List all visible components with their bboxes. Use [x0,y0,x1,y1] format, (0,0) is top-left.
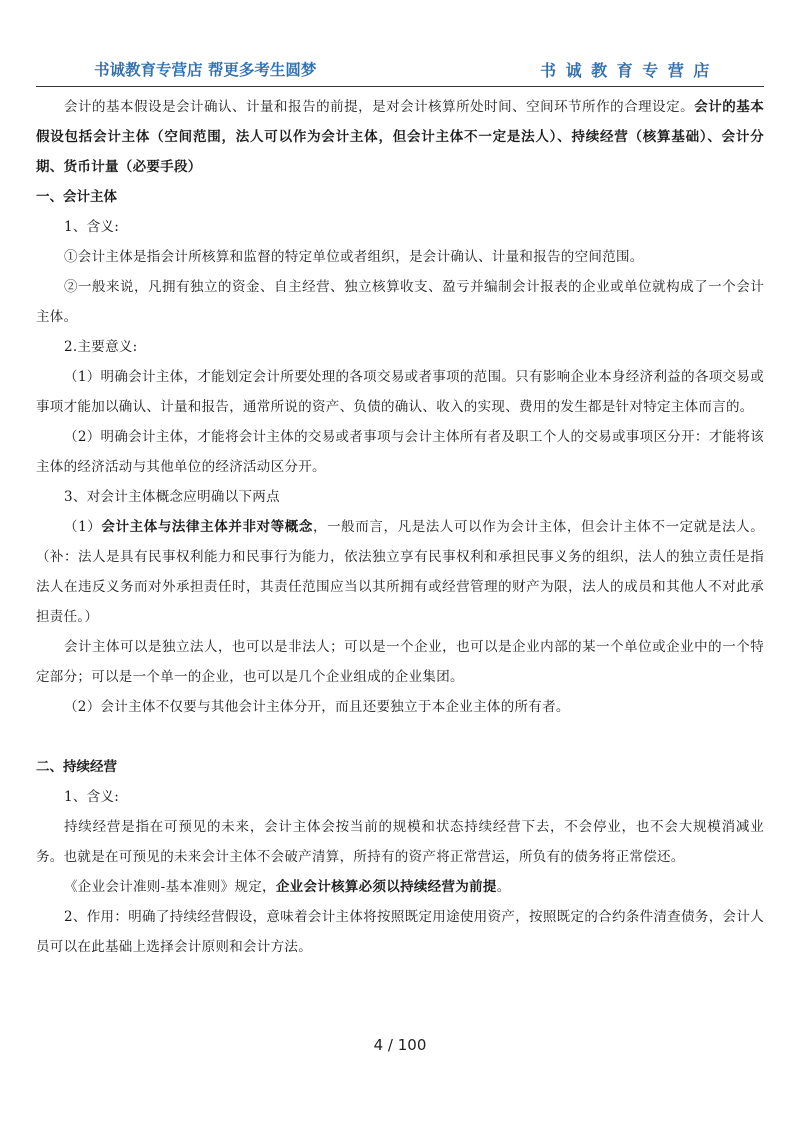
meaning-item-1: ①会计主体是指会计所核算和监督的特定单位或者组织，是会计确认、计量和报告的空间范围。 [64,249,644,265]
points-label: 3、对会计主体概念应明确以下两点 [64,489,280,505]
point-1-prefix: （1） [64,519,102,535]
point-1-extra: 会计主体可以是独立法人，也可以是非法人；可以是一个企业，也可以是企业内部的某一个单位或企业中的一个特定部分；可以是一个单一的企业，也可以是几个企业组成的企业集团。 [36,639,764,685]
intro-paragraph [36,92,764,182]
significance-item-1: （1）明确会计主体，才能划定会计所要处理的各项交易或者事项的范围。只有影响企业本身经济利益的各项交易或事项才能加以确认、计量和报告，通常所说的资产、负债的确认、收入的实现、费用的发生都是针对特定主体而言的。 [36,369,764,415]
point-2: （2）会计主体不仅要与其他会计主体分开，而且还要独立于本企业主体的所有者。 [64,699,570,715]
point-1 [36,512,764,632]
header-store-name: 书 诚 教 育 专 营 店 [540,61,712,80]
meaning-item-2: ②一般来说，凡拥有独立的资金、自主经营、独立核算收支、盈亏并编制会计报表的企业或单位就构成了一个会计主体。 [36,279,764,325]
page-header [36,52,764,87]
gc-rule [36,872,764,902]
gc-rule-bold: 企业会计核算必须以持续经营为前提 [275,879,497,895]
meaning-label: 1、含义: [64,219,120,235]
gc-rule-end: 。 [496,879,511,895]
document-body [36,92,764,962]
section-spacer [36,722,764,752]
section-heading-accounting-entity: 一、会计主体 [36,189,117,205]
gc-meaning-label: 1、含义: [64,789,120,805]
point-1-bold: 会计主体与法律主体并非对等概念 [101,519,313,535]
intro-bold-text: 会计的基本假设包括会计主体（空间范围，法人可以作为会计主体，但会计主体不一定是法人）、持续经营（核算基础）、会计分期、货币计量（必要手段） [36,99,765,175]
significance-label: 2.主要意义: [64,339,138,355]
page-number: 4 / 100 [373,1036,427,1054]
section-heading-going-concern: 二、持续经营 [36,759,117,775]
point-1-text: ，一般而言，凡是法人可以作为会计主体，但会计主体不一定就是法人。（补：法人是具有民事权利能力和民事行为能力，依法独立享有民事权利和承担民事义务的组织，法人的独立责任是指法人在违反义务而对外承担责任时，其责任范围应当以其所拥有或经营管理的财产为限，法人的成员和其他人不对此承担责任。） [36,519,764,625]
header-store-slogan: 书诚教育专营店 帮更多考生圆梦 [94,61,317,79]
gc-meaning-text: 持续经营是指在可预见的未来，会计主体会按当前的规模和状态持续经营下去，不会停业，也不会大规模消减业务。也就是在可预见的未来会计主体不会破产清算，所持有的资产将正常营运，所负有的债务将正常偿还。 [36,819,764,865]
gc-rule-text: 《企业会计准则-基本准则》规定， [64,879,276,895]
intro-text: 会计的基本假设是会计确认、计量和报告的前提，是对会计核算所处时间、空间环节所作的合理设定。 [64,99,695,115]
significance-item-2: （2）明确会计主体，才能将会计主体的交易或者事项与会计主体所有者及职工个人的交易或事项区分开：才能将该主体的经济活动与其他单位的经济活动区分开。 [36,429,764,475]
gc-function: 2、作用：明确了持续经营假设，意味着会计主体将按照既定用途使用资产，按照既定的合约条件清查债务，会计人员可以在此基础上选择会计原则和会计方法。 [36,909,764,955]
